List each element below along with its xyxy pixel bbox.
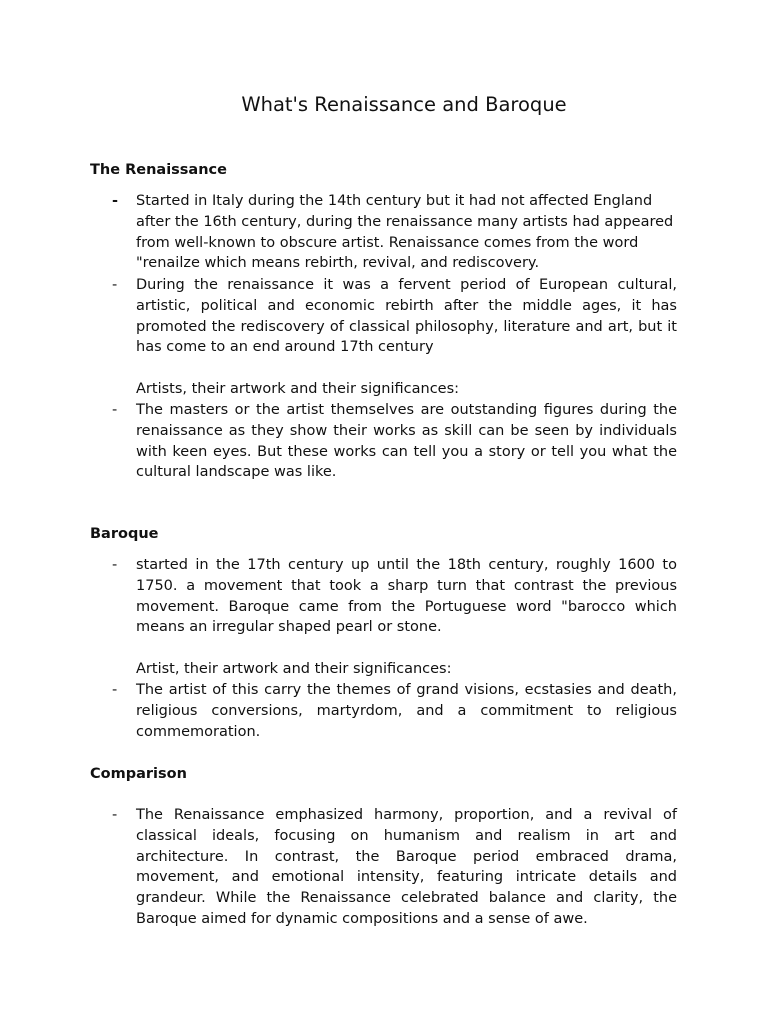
list-item: started in the 17th century up until the 18th century, roughly 1600 to 1750. a movement that took a sharp turn that contrast the previous movement. Baroque came from the Portuguese word "barocco which means an irregular shaped pearl or stone. (136, 557, 677, 636)
subheading-baroque-artists: Artist, their artwork and their significances: (136, 661, 452, 677)
subheading-renaissance-artists: Artists, their artwork and their significances: (136, 381, 460, 397)
list-item: The Renaissance emphasized harmony, proportion, and a revival of classical ideals, focusing on humanism and realism in art and architecture. In contrast, the Baroque period embraced drama, movement, and emotional intensity, featuring intricate details and grandeur. While the Renaissance celebrated balance and clarity, the Baroque aimed for dynamic compositions and a sense of awe. (136, 807, 677, 927)
section-heading-baroque: Baroque (90, 526, 159, 542)
list-item: The artist of this carry the themes of grand visions, ecstasies and death, religious conversions, martyrdom, and a commitment to religious commemoration. (136, 682, 677, 740)
document-title: What's Renaissance and Baroque (241, 93, 567, 116)
bullet-dash: - (112, 807, 118, 823)
bullet-dash: - (112, 277, 118, 293)
list-item: Started in Italy during the 14th century but it had not affected England after the 16th century, during the renaissance many artists had appeared from well-known to obscure artist. Renaissance comes from the word "renailze which means rebirth, revival, and rediscovery. (136, 193, 674, 272)
list-item: The masters or the artist themselves are outstanding figures during the renaissance as they show their works as skill can be seen by individuals with keen eyes. But these works can tell you a story or tell you what the cultural landscape was like. (136, 402, 677, 481)
bullet-dash: - (112, 682, 118, 698)
list-item: During the renaissance it was a fervent period of European cultural, artistic, political and economic rebirth after the middle ages, it has promoted the rediscovery of classical philosophy, literature and art, but it has come to an end around 17th century (136, 277, 677, 356)
section-heading-comparison: Comparison (90, 766, 187, 782)
bullet-dash: - (112, 557, 118, 573)
section-heading-renaissance: The Renaissance (90, 162, 227, 178)
bullet-dash: - (112, 402, 118, 418)
bullet-dash: - (112, 193, 119, 209)
